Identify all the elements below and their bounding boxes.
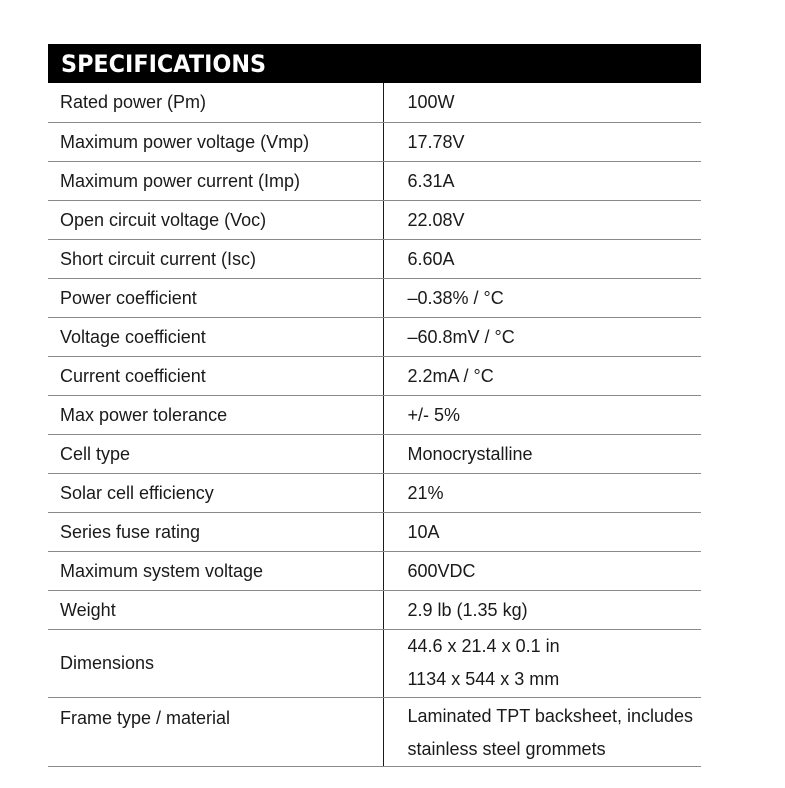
spec-label: Open circuit voltage (Voc) xyxy=(48,200,383,239)
table-row xyxy=(48,239,701,278)
spec-value-line: Laminated TPT backsheet, includes xyxy=(407,705,694,726)
specifications-table xyxy=(48,44,701,767)
spec-value: 600VDC xyxy=(383,551,701,590)
spec-label: Maximum system voltage xyxy=(48,551,383,590)
table-row xyxy=(48,551,701,590)
spec-label: Solar cell efficiency xyxy=(48,473,383,512)
spec-value-line: stainless steel grommets xyxy=(407,738,606,759)
table-row xyxy=(48,629,701,697)
specifications-title: SPECIFICATIONS xyxy=(61,49,267,78)
table-row xyxy=(48,512,701,551)
spec-label: Maximum power current (Imp) xyxy=(48,161,383,200)
table-row xyxy=(48,697,701,766)
spec-value: 10A xyxy=(383,512,701,551)
table-row xyxy=(48,317,701,356)
spec-label: Rated power (Pm) xyxy=(48,83,383,122)
spec-value-line: 44.6 x 21.4 x 0.1 in xyxy=(407,636,560,656)
spec-label: Short circuit current (Isc) xyxy=(48,239,383,278)
table-row xyxy=(48,590,701,629)
spec-value: +/- 5% xyxy=(383,395,701,434)
table-row xyxy=(48,395,701,434)
spec-value xyxy=(383,697,701,766)
spec-value: 2.2mA / °C xyxy=(383,356,701,395)
spec-label: Power coefficient xyxy=(48,278,383,317)
table-row xyxy=(48,83,701,122)
spec-rows xyxy=(48,83,701,767)
spec-value: –60.8mV / °C xyxy=(383,317,701,356)
spec-value: 22.08V xyxy=(383,200,701,239)
table-row xyxy=(48,122,701,161)
spec-label: Max power tolerance xyxy=(48,395,383,434)
table-row xyxy=(48,161,701,200)
spec-label: Series fuse rating xyxy=(48,512,383,551)
spec-label: Voltage coefficient xyxy=(48,317,383,356)
spec-label: Dimensions xyxy=(48,629,383,697)
spec-label: Maximum power voltage (Vmp) xyxy=(48,122,383,161)
spec-label: Weight xyxy=(48,590,383,629)
specifications-header xyxy=(48,44,701,83)
spec-value: 17.78V xyxy=(383,122,701,161)
spec-value-line: 1134 x 544 x 3 mm xyxy=(407,669,560,689)
spec-label: Frame type / material xyxy=(48,697,383,766)
spec-value: 6.31A xyxy=(383,161,701,200)
spec-label: Cell type xyxy=(48,434,383,473)
spec-value: 2.9 lb (1.35 kg) xyxy=(383,590,701,629)
spec-value xyxy=(383,629,701,697)
spec-value: –0.38% / °C xyxy=(383,278,701,317)
spec-value: Monocrystalline xyxy=(383,434,701,473)
table-row xyxy=(48,356,701,395)
spec-value: 100W xyxy=(383,83,701,122)
table-row xyxy=(48,200,701,239)
table-row xyxy=(48,278,701,317)
spec-label: Current coefficient xyxy=(48,356,383,395)
table-row xyxy=(48,473,701,512)
spec-value: 21% xyxy=(383,473,701,512)
spec-value: 6.60A xyxy=(383,239,701,278)
table-row xyxy=(48,434,701,473)
